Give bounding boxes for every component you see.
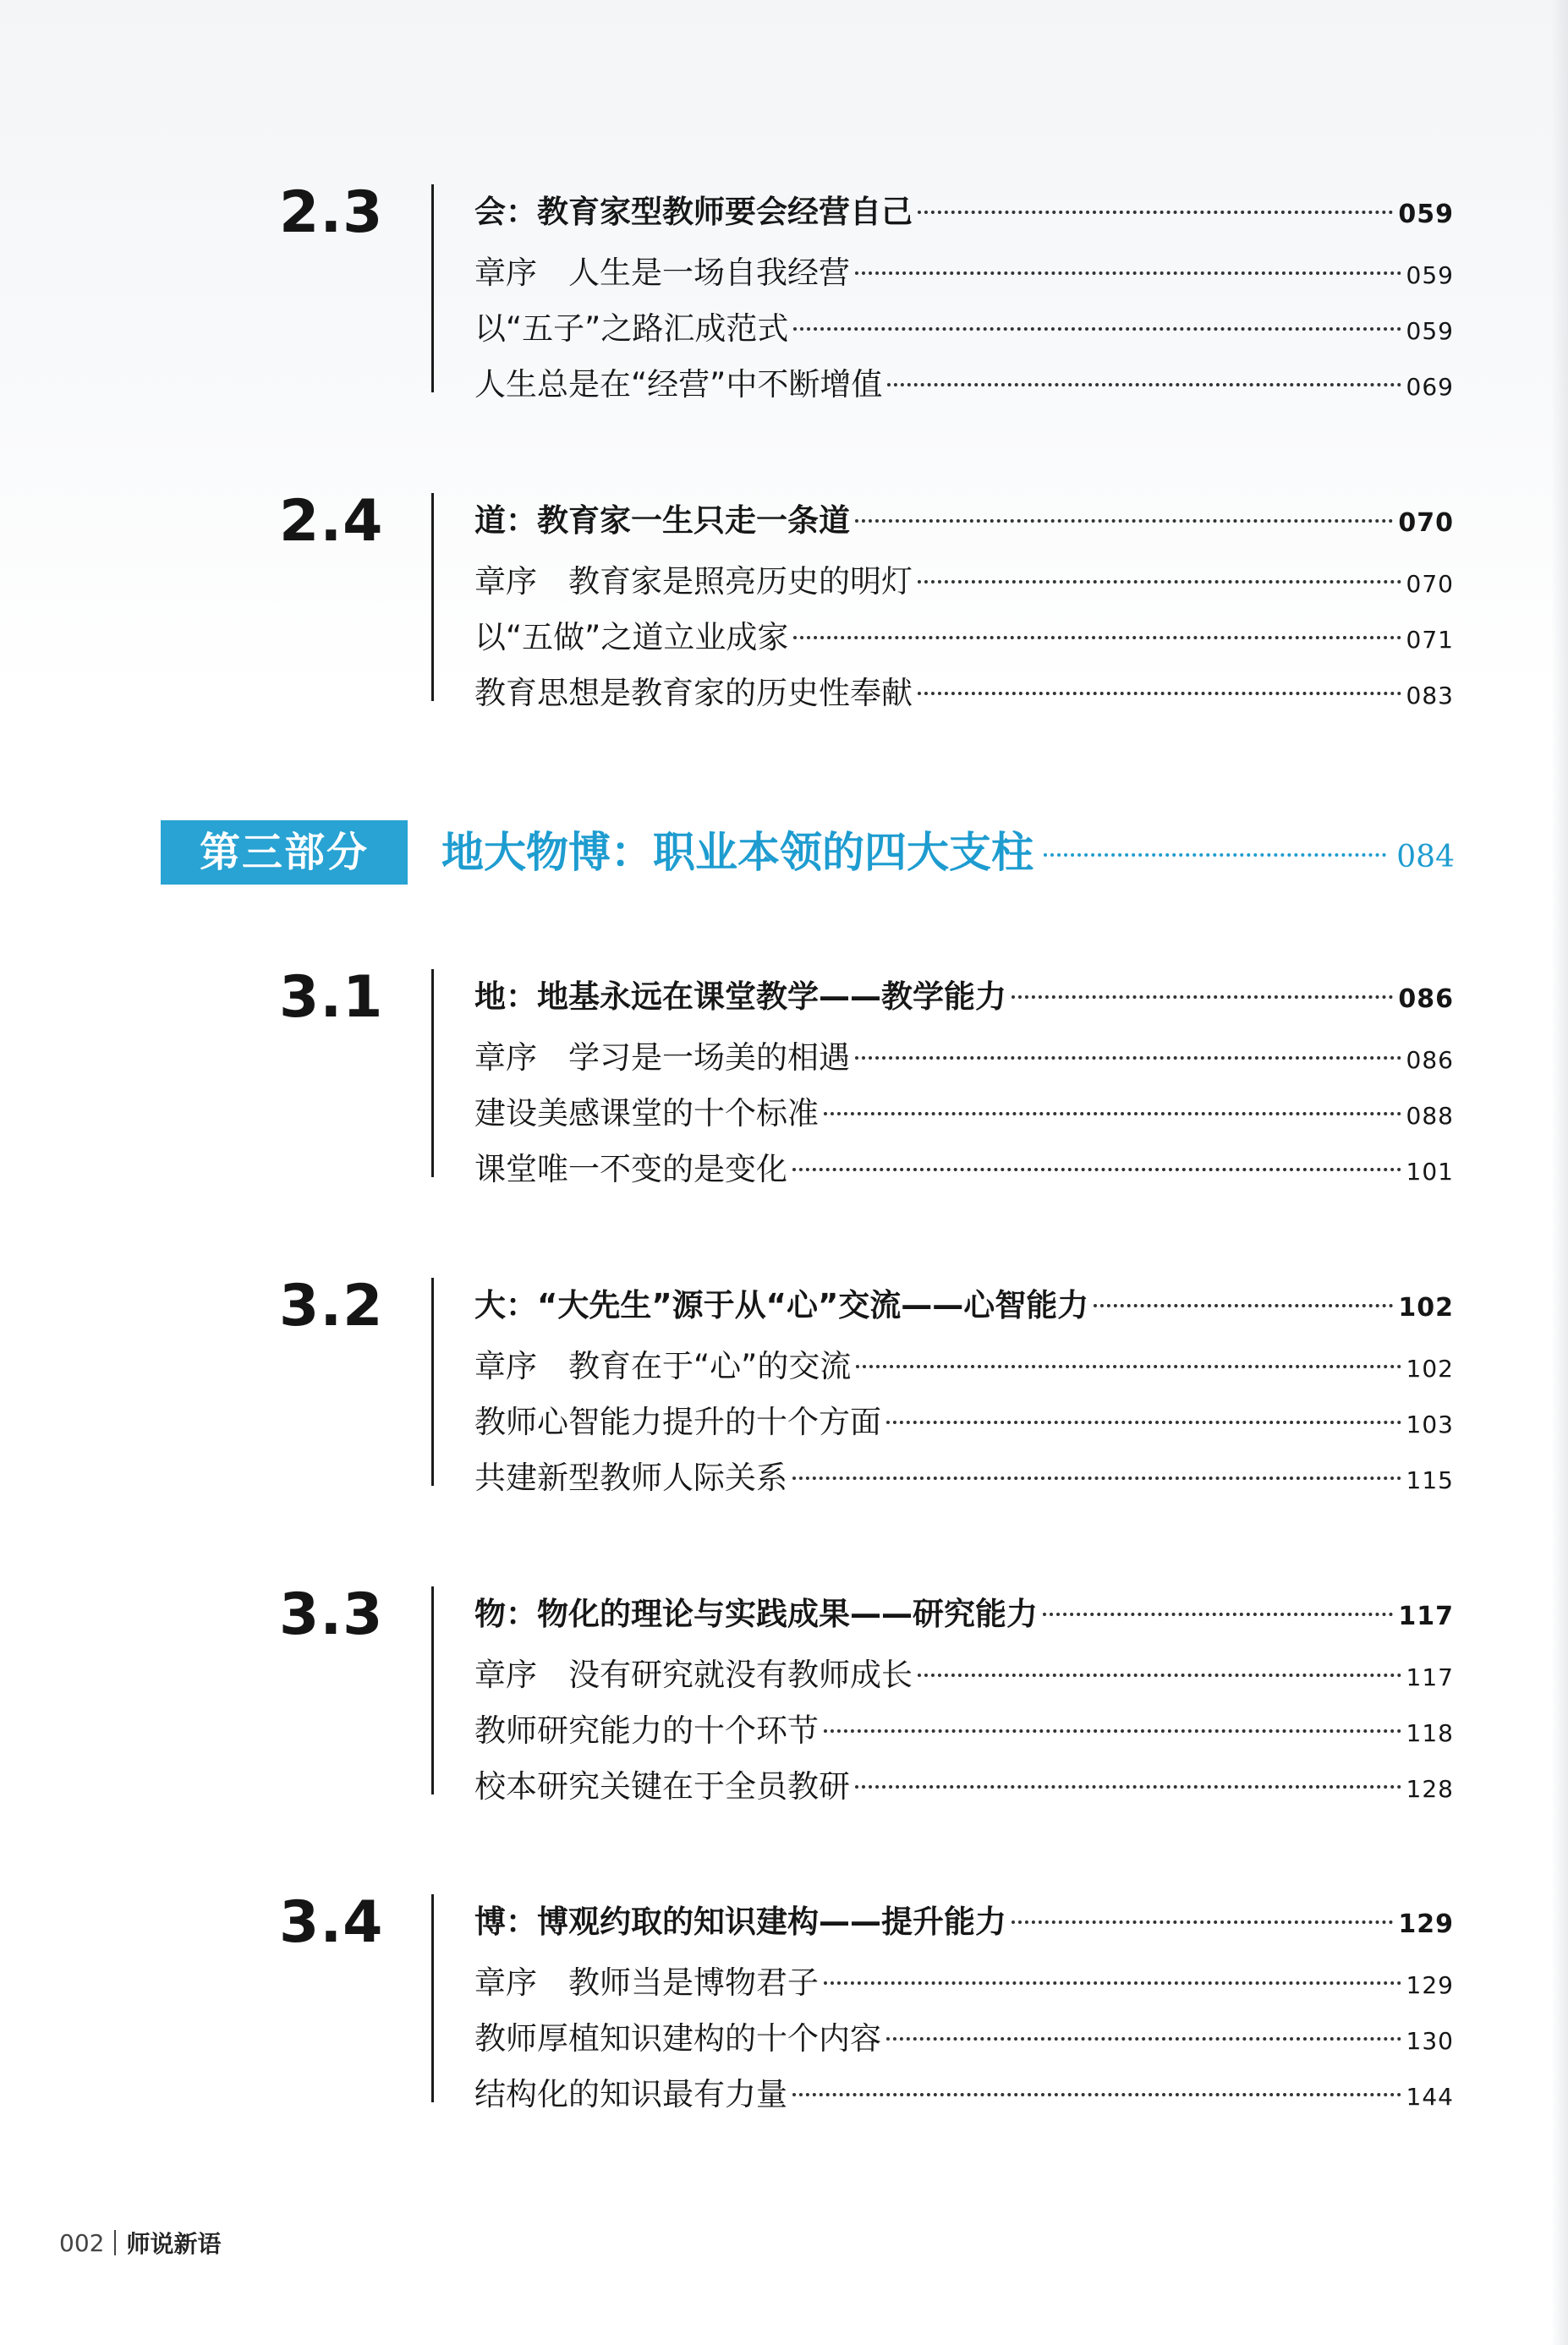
- entry-page: 086: [1398, 984, 1454, 1014]
- toc-entry[interactable]: [474, 1647, 1454, 1703]
- toc-entry[interactable]: [474, 1759, 1454, 1815]
- entry-title: 建设美感课堂的十个标准: [474, 1095, 819, 1131]
- entry-page: 117: [1406, 1663, 1454, 1691]
- toc-entry[interactable]: [474, 1394, 1454, 1450]
- entry-title: 物：物化的理论与实践成果——研究能力: [474, 1596, 1038, 1632]
- page-edge-shadow: [1551, 0, 1568, 2345]
- dot-leader: [824, 1981, 1401, 1985]
- toc-section-3-2: [0, 1273, 1568, 1496]
- toc-entry[interactable]: [474, 666, 1454, 721]
- section-number: 2.4: [279, 488, 384, 555]
- entry-page: 130: [1406, 2027, 1454, 2055]
- toc-entry[interactable]: [474, 1955, 1454, 2011]
- entry-page: 071: [1406, 626, 1454, 654]
- part-title: 地大物博：职业本领的四大支柱: [441, 827, 1033, 877]
- entry-title: 道：教育家一生只走一条道: [474, 502, 850, 539]
- part-label: 第三部分: [161, 820, 408, 885]
- dot-leader: [1012, 1920, 1393, 1924]
- entry-title: 校本研究关键在于全员教研: [474, 1768, 850, 1805]
- footer-book-title: 师说新语: [126, 2230, 222, 2258]
- entry-page: 128: [1406, 1775, 1454, 1803]
- entry-page: 059: [1406, 261, 1454, 289]
- entry-title: 课堂唯一不变的是变化: [474, 1151, 787, 1187]
- dot-leader: [886, 1421, 1401, 1424]
- toc-entry[interactable]: [474, 357, 1454, 413]
- entry-title: 以“五子”之路汇成范式: [474, 310, 789, 347]
- entry-title: 章序 教育在于“心”的交流: [474, 1348, 852, 1384]
- section-divider: [431, 1586, 434, 1794]
- section-divider: [431, 1278, 434, 1486]
- toc-entry-main[interactable]: [474, 488, 1454, 554]
- entry-title: 教师心智能力提升的十个方面: [474, 1404, 881, 1440]
- entry-title: 章序 教师当是博物君子: [474, 1964, 819, 2001]
- entry-page: 059: [1406, 317, 1454, 345]
- toc-section-2-3: [0, 179, 1568, 403]
- dot-leader: [793, 327, 1401, 331]
- dot-leader: [792, 1168, 1401, 1171]
- toc-entry[interactable]: [474, 1450, 1454, 1506]
- toc-section-3-1: [0, 964, 1568, 1187]
- toc-entry[interactable]: [474, 1339, 1454, 1394]
- entry-page: 115: [1406, 1466, 1454, 1494]
- toc-entry[interactable]: [474, 301, 1454, 357]
- entry-title: 教师研究能力的十个环节: [474, 1712, 819, 1749]
- section-number: 3.3: [279, 1581, 384, 1648]
- section-number: 3.4: [279, 1889, 384, 1956]
- part-page: 084: [1396, 840, 1455, 874]
- section-entries: [474, 179, 1454, 413]
- part-title-line[interactable]: [441, 820, 1455, 885]
- toc-entry[interactable]: [474, 610, 1454, 666]
- section-divider: [431, 1894, 434, 2102]
- toc-entry[interactable]: [474, 1703, 1454, 1759]
- dot-leader: [793, 636, 1401, 639]
- dot-leader: [918, 692, 1401, 695]
- entry-page: 070: [1398, 508, 1454, 538]
- entry-title: 会：教育家型教师要会经营自己: [474, 194, 913, 230]
- section-divider: [431, 969, 434, 1177]
- entry-title: 章序 没有研究就没有教师成长: [474, 1657, 913, 1693]
- entry-page: 117: [1398, 1602, 1454, 1631]
- part-header: [161, 820, 1455, 885]
- dot-leader: [855, 1056, 1401, 1060]
- entry-page: 129: [1398, 1909, 1454, 1939]
- dot-leader: [887, 383, 1401, 386]
- toc-entry[interactable]: [474, 554, 1454, 610]
- dot-leader: [824, 1112, 1401, 1115]
- section-divider: [431, 184, 434, 392]
- entry-page: 059: [1398, 200, 1454, 229]
- entry-page: 083: [1406, 682, 1454, 710]
- toc-entry[interactable]: [474, 1086, 1454, 1142]
- entry-page: 102: [1406, 1355, 1454, 1383]
- entry-page: 101: [1406, 1158, 1454, 1186]
- toc-entry-main[interactable]: [474, 964, 1454, 1030]
- entry-page: 088: [1406, 1102, 1454, 1130]
- toc-entry-main[interactable]: [474, 1273, 1454, 1339]
- entry-title: 章序 学习是一场美的相遇: [474, 1039, 850, 1076]
- entry-title: 地：地基永远在课堂教学——教学能力: [474, 978, 1006, 1015]
- entry-page: 070: [1406, 570, 1454, 598]
- dot-leader: [1044, 853, 1386, 857]
- toc-entry-main[interactable]: [474, 179, 1454, 245]
- toc-entry-main[interactable]: [474, 1581, 1454, 1647]
- entry-title: 章序 人生是一场自我经营: [474, 255, 850, 291]
- entry-title: 教育思想是教育家的历史性奉献: [474, 675, 913, 711]
- entry-page: 144: [1406, 2083, 1454, 2111]
- dot-leader: [886, 2037, 1401, 2041]
- dot-leader: [1012, 995, 1393, 999]
- entry-title: 大：“大先生”源于从“心”交流——心智能力: [474, 1287, 1089, 1323]
- footer-page-number: 002: [59, 2228, 105, 2257]
- section-entries: [474, 1889, 1454, 2123]
- toc-entry[interactable]: [474, 1142, 1454, 1197]
- entry-title: 共建新型教师人际关系: [474, 1460, 787, 1496]
- section-number: 2.3: [279, 179, 384, 246]
- entry-title: 结构化的知识最有力量: [474, 2076, 787, 2112]
- section-entries: [474, 488, 1454, 721]
- entry-title: 教师厚植知识建构的十个内容: [474, 2020, 881, 2057]
- section-divider: [431, 493, 434, 701]
- toc-section-2-4: [0, 488, 1568, 711]
- dot-leader: [918, 580, 1401, 584]
- dot-leader: [855, 1785, 1401, 1789]
- section-entries: [474, 1273, 1454, 1506]
- page-footer: [59, 2226, 221, 2260]
- toc-section-3-3: [0, 1581, 1568, 1805]
- entry-page: 103: [1406, 1411, 1454, 1438]
- entry-page: 118: [1406, 1719, 1454, 1747]
- entry-page: 086: [1406, 1046, 1454, 1074]
- dot-leader: [792, 2093, 1401, 2096]
- dot-leader: [1094, 1304, 1393, 1307]
- dot-leader: [918, 1674, 1401, 1677]
- entry-title: 章序 教育家是照亮历史的明灯: [474, 563, 913, 600]
- dot-leader: [918, 211, 1393, 214]
- entry-title: 以“五做”之道立业成家: [474, 619, 789, 655]
- entry-page: 102: [1398, 1293, 1454, 1323]
- footer-separator: [114, 2230, 116, 2255]
- dot-leader: [855, 519, 1393, 523]
- section-number: 3.1: [279, 964, 384, 1031]
- dot-leader: [792, 1477, 1401, 1480]
- section-entries: [474, 1581, 1454, 1815]
- dot-leader: [855, 271, 1401, 275]
- toc-entry[interactable]: [474, 2067, 1454, 2123]
- entry-page: 129: [1406, 1971, 1454, 1999]
- toc-entry-main[interactable]: [474, 1889, 1454, 1955]
- toc-section-3-4: [0, 1889, 1568, 2112]
- dot-leader: [824, 1729, 1401, 1733]
- toc-entry[interactable]: [474, 2011, 1454, 2067]
- entry-title: 人生总是在“经营”中不断增值: [474, 366, 883, 403]
- entry-title: 博：博观约取的知识建构——提升能力: [474, 1904, 1006, 1940]
- dot-leader: [1043, 1613, 1393, 1616]
- entry-page: 069: [1406, 373, 1454, 401]
- section-entries: [474, 964, 1454, 1197]
- dot-leader: [856, 1365, 1401, 1368]
- toc-entry[interactable]: [474, 245, 1454, 301]
- section-number: 3.2: [279, 1273, 384, 1340]
- toc-entry[interactable]: [474, 1030, 1454, 1086]
